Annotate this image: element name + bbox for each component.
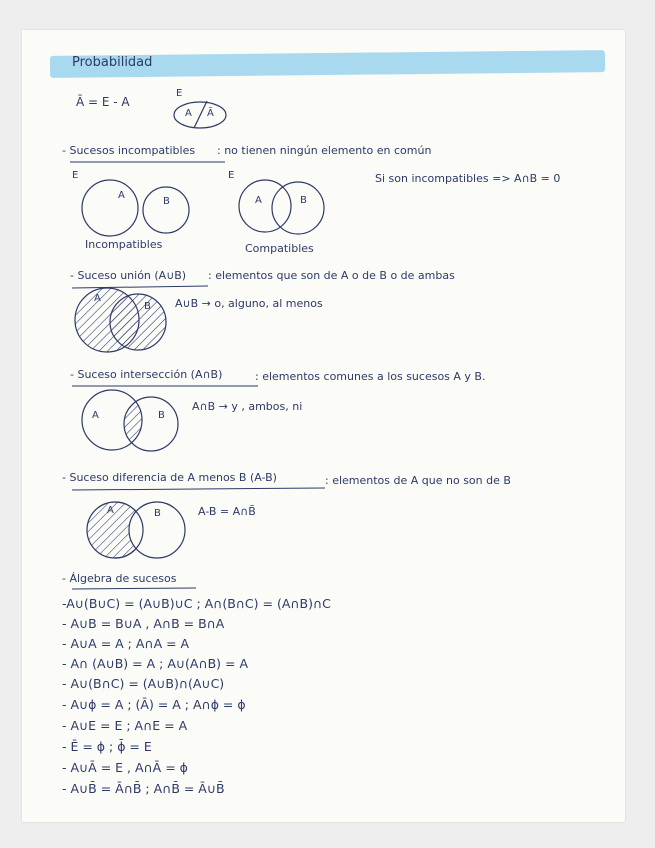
page-title: Probabilidad [72, 55, 153, 70]
complement-formula: Ā = E - A [76, 95, 130, 109]
difference-venn [87, 502, 185, 558]
incompatible-b-label: B [163, 196, 170, 207]
algebra-line: - A∪Ā = E , A∩Ā = ϕ [62, 760, 188, 775]
intersection-note: A∩B → y , ambos, ni [192, 400, 303, 413]
union-a-label: A [94, 293, 101, 304]
difference-definition: : elementos de A que no son de B [325, 474, 511, 487]
algebra-heading: - Álgebra de sucesos [62, 572, 177, 585]
incompatibles-caption: Incompatibles [85, 238, 163, 251]
incompatible-venn [82, 180, 189, 236]
incompatible-e-label: E [72, 170, 79, 181]
difference-note: A-B = A∩B̄ [198, 505, 256, 518]
compatible-venn [239, 180, 324, 234]
algebra-line: - Ē = ϕ ; ϕ̄ = E [62, 739, 152, 754]
incompatibles-definition: : no tienen ningún elemento en común [217, 144, 432, 157]
algebra-line: - A∪B̄ = Ā∩B̄ ; A∩B̄ = Ā∪B̄ [62, 781, 225, 796]
compatibles-caption: Compatibles [245, 242, 314, 255]
union-b-label: B [144, 301, 151, 312]
difference-heading: - Suceso diferencia de A menos B (A-B) [62, 471, 277, 484]
incompatible-a-label: A [118, 190, 125, 201]
complement-a-label: A [185, 108, 192, 119]
compatible-e-label: E [228, 170, 235, 181]
union-venn [75, 288, 166, 352]
union-note: A∪B → o, alguno, al menos [175, 297, 323, 310]
difference-a-label: A [107, 505, 114, 516]
compatible-b-label: B [300, 195, 307, 206]
algebra-line: - A∪B = B∪A , A∩B = B∩A [62, 616, 225, 631]
intersection-definition: : elementos comunes a los sucesos A y B. [255, 370, 486, 383]
union-definition: : elementos que son de A o de B o de ambas [208, 269, 455, 282]
intersection-b-label: B [158, 410, 165, 421]
difference-b-label: B [154, 508, 161, 519]
intersection-heading: - Suceso intersección (A∩B) [70, 368, 223, 381]
algebra-line: - A∪ϕ = A ; (Ā) = A ; A∩ϕ = ϕ [62, 697, 246, 712]
compatible-a-label: A [255, 195, 262, 206]
complement-diagram-e: E [176, 88, 183, 99]
union-heading: - Suceso unión (A∪B) [70, 269, 187, 282]
complement-abar-label: Ā [207, 108, 214, 119]
incompatibles-note: Si son incompatibles => A∩B = 0 [375, 172, 561, 185]
algebra-line: - A∪(B∩C) = (A∪B)∩(A∪C) [62, 676, 225, 691]
algebra-line: - A∪A = A ; A∩A = A [62, 636, 190, 651]
algebra-line: - A∪E = E ; A∩E = A [62, 718, 188, 733]
algebra-line: - A∩ (A∪B) = A ; A∪(A∩B) = A [62, 656, 249, 671]
complement-diagram [174, 101, 226, 128]
incompatibles-heading: - Sucesos incompatibles [62, 144, 196, 157]
intersection-a-label: A [92, 410, 99, 421]
algebra-line: -A∪(B∪C) = (A∪B)∪C ; A∩(B∩C) = (A∩B)∩C [62, 596, 331, 611]
